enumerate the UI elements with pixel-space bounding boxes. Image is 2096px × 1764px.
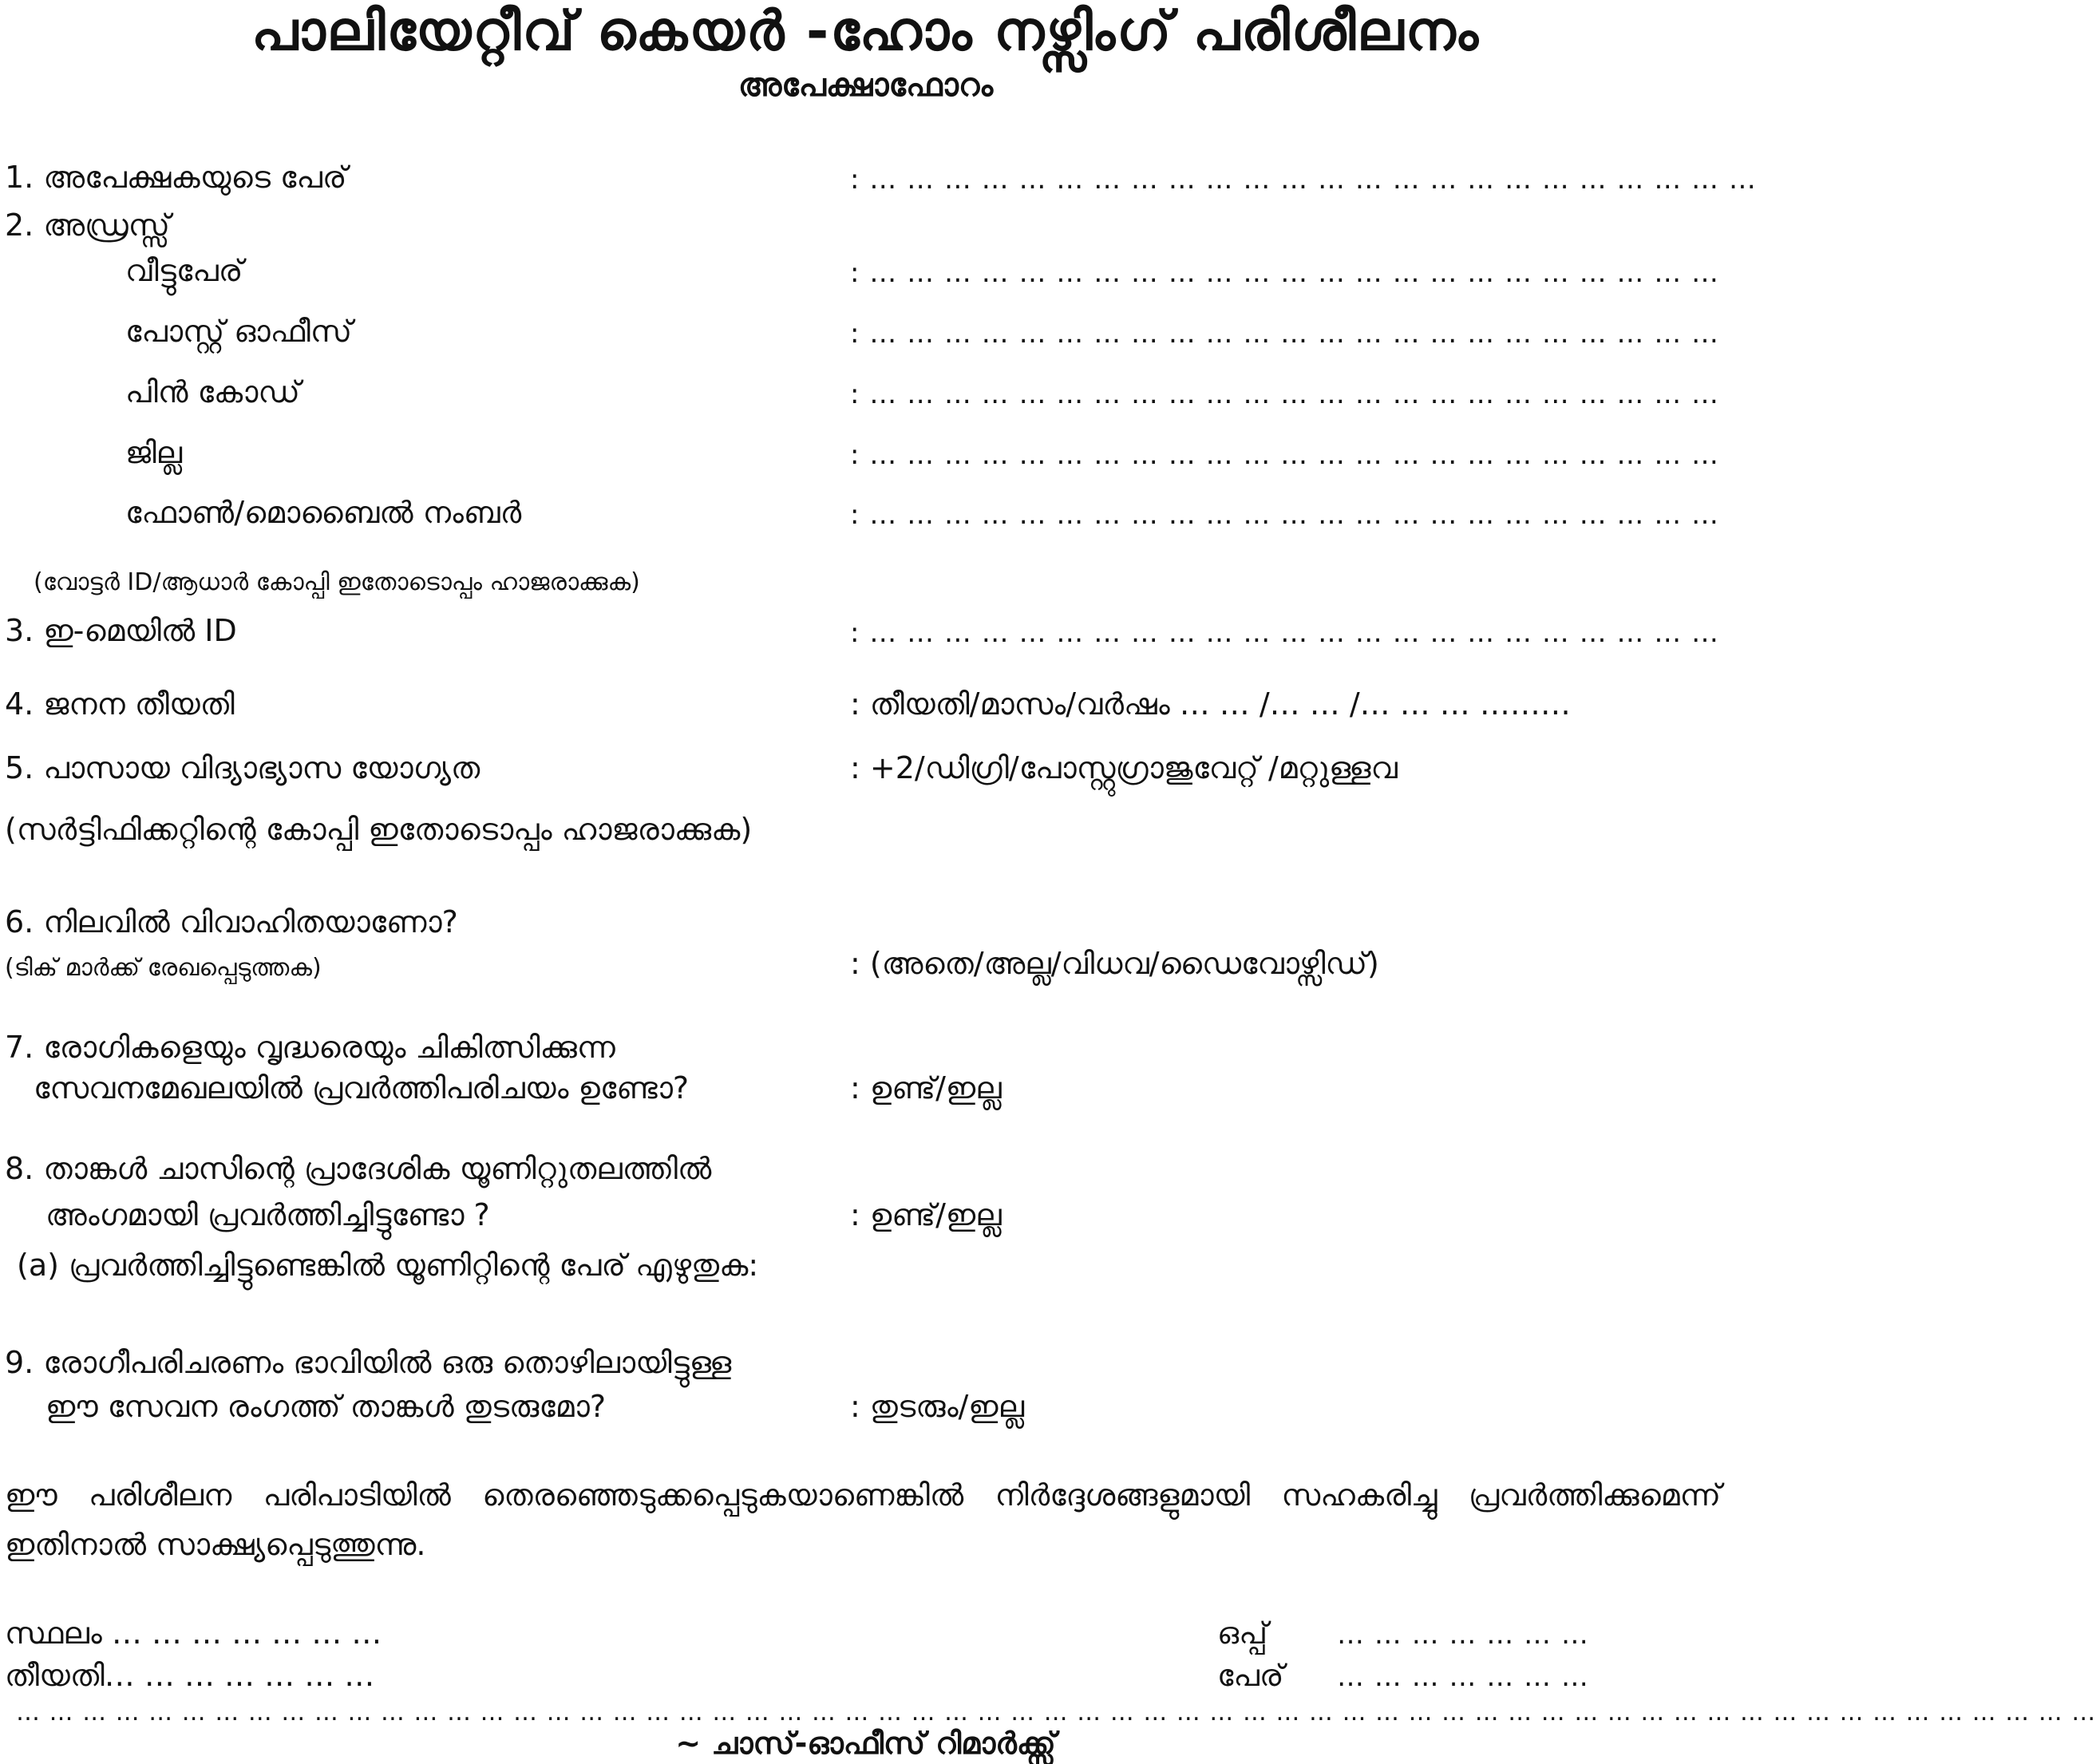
page-title: പാലിയേറ്റീവ് കെയർ -ഹോം നഴ്സിംഗ് പരിശീലനം [251,0,1481,63]
post-field[interactable]: : … … … … … … … … … … … … … … … … … … … … … … … [850,318,1720,350]
dob-field[interactable]: : തീയതി/മാസം/വർഷം … … /… … /… … … ……… [850,686,1571,722]
signature-field[interactable]: … … … … … … … [1337,1619,1589,1651]
marital-label: 6. നിലവിൽ വിവാഹിതയാണോ? [5,904,458,939]
office-remarks-heading: ~ ചാസ്-ഓഫീസ് റിമാർക്ക്സ് [675,1726,1056,1761]
certificate-note: (സർട്ടിഫിക്കറ്റിന്റെ കോപ്പി ഇതോടൊപ്പം ഹാജരാക്കുക) [5,812,753,847]
dob-label: 4. ജനന തീയതി [5,686,235,722]
phone-field[interactable]: : … … … … … … … … … … … … … … … … … … … … … … … [850,499,1720,531]
house-label: വീട്ടുപേര് [125,253,243,288]
unit-name-label: (a) പ്രവർത്തിച്ചിട്ടുണ്ടെങ്കിൽ യൂണിറ്റിന്റെ പേര് എഴുതുക: [17,1248,759,1283]
address-label: 2. അഡ്രസ്സ് [5,208,170,243]
date-field[interactable]: തീയതി… … … … … … … [5,1658,375,1693]
signature-label: ഒപ്പ് [1217,1616,1268,1651]
phone-label: ഫോൺ/മൊബൈൽ നംബർ [125,495,522,530]
declaration-text: ഈ പരിശീലന പരിപാടിയിൽ തെരഞ്ഞെടുക്കപ്പെടുകയാണെങ്കിൽ നിർദ്ദേശങ്ങളുമായി സഹകരിച്ചു പ്രവർത്തിക്കുമെന്ന് ഇതിനാൽ സാക്ഷ്യപ്പെടുത്തുന്നു. [5,1477,1721,1562]
education-label: 5. പാസായ വിദ്യാഭ്യാസ യോഗ്യത [5,750,480,785]
experience-label-line2: സേവനമേഖലയിൽ പ്രവർത്തിപരിചയം ഉണ്ടോ? [34,1070,690,1105]
pin-label: പിൻ കോഡ് [125,374,300,409]
page-subtitle: അപേക്ഷാഫോറം [738,67,994,104]
id-note: (വോട്ടർ ID/ആധാർ കോപ്പി ഇതോടൊപ്പം ഹാജരാക്കുക) [34,568,640,596]
district-field[interactable]: : … … … … … … … … … … … … … … … … … … … … … … … [850,439,1720,471]
name-label: 1. അപേക്ഷകയുടെ പേര് [5,160,347,195]
membership-label-line2: അംഗമായി പ്രവർത്തിച്ചിട്ടുണ്ടോ ? [45,1197,490,1232]
signer-name-label: പേര് [1217,1658,1284,1693]
pin-field[interactable]: : … … … … … … … … … … … … … … … … … … … … … … … [850,378,1720,410]
email-field[interactable]: : … … … … … … … … … … … … … … … … … … … … … … … [850,617,1720,649]
signer-name-field[interactable]: … … … … … … … [1337,1661,1589,1693]
marital-note: (ടിക് മാർക്ക് രേഖപ്പെടുത്തക) [5,954,322,982]
experience-label-line1: 7. രോഗികളെയും വൃദ്ധരെയും ചികിത്സിക്കുന്ന [5,1030,615,1065]
house-field[interactable]: : … … … … … … … … … … … … … … … … … … … … … … … [850,257,1720,289]
name-field[interactable]: : … … … … … … … … … … … … … … … … … … … … … … … … [850,164,1757,196]
marital-options[interactable]: : (അതെ/അല്ല/വിധവ/ഡൈവോഴ്സിഡ്) [850,946,1379,981]
place-field[interactable]: സ്ഥലം … … … … … … … [5,1616,382,1651]
email-label: 3. ഇ-മെയിൽ ID [5,613,237,648]
continue-label-line2: ഈ സേവന രംഗത്ത് താങ്കൾ തുടരുമോ? [45,1389,606,1424]
continue-label-line1: 9. രോഗീപരിചരണം ഭാവിയിൽ ഒരു തൊഴിലായിട്ടുള്ള [5,1345,732,1380]
membership-label-line1: 8. താങ്കൾ ചാസിന്റെ പ്രാദേശിക യൂണിറ്റുതലത്തിൽ [5,1151,712,1186]
membership-options[interactable]: : ഉണ്ട്/ഇല്ല [850,1197,1002,1232]
experience-options[interactable]: : ഉണ്ട്/ഇല്ല [850,1070,1002,1105]
continue-options[interactable]: : തുടരും/ഇല്ല [850,1389,1025,1424]
divider-dots: … … … … … … … … … … … … … … … … … … … … … … … … … … … … … … … … … … … … … … … … … … … … … … … … … … … … … … … … … … … … … … … [16,1699,2096,1726]
education-options[interactable]: : +2/ഡിഗ്രി/പോസ്റ്റുഗ്രാജുവേറ്റ് /മറ്റുള്ളവ [850,750,1398,785]
post-label: പോസ്റ്റ് ഓഫീസ് [125,314,352,349]
district-label: ജില്ല [125,435,183,470]
